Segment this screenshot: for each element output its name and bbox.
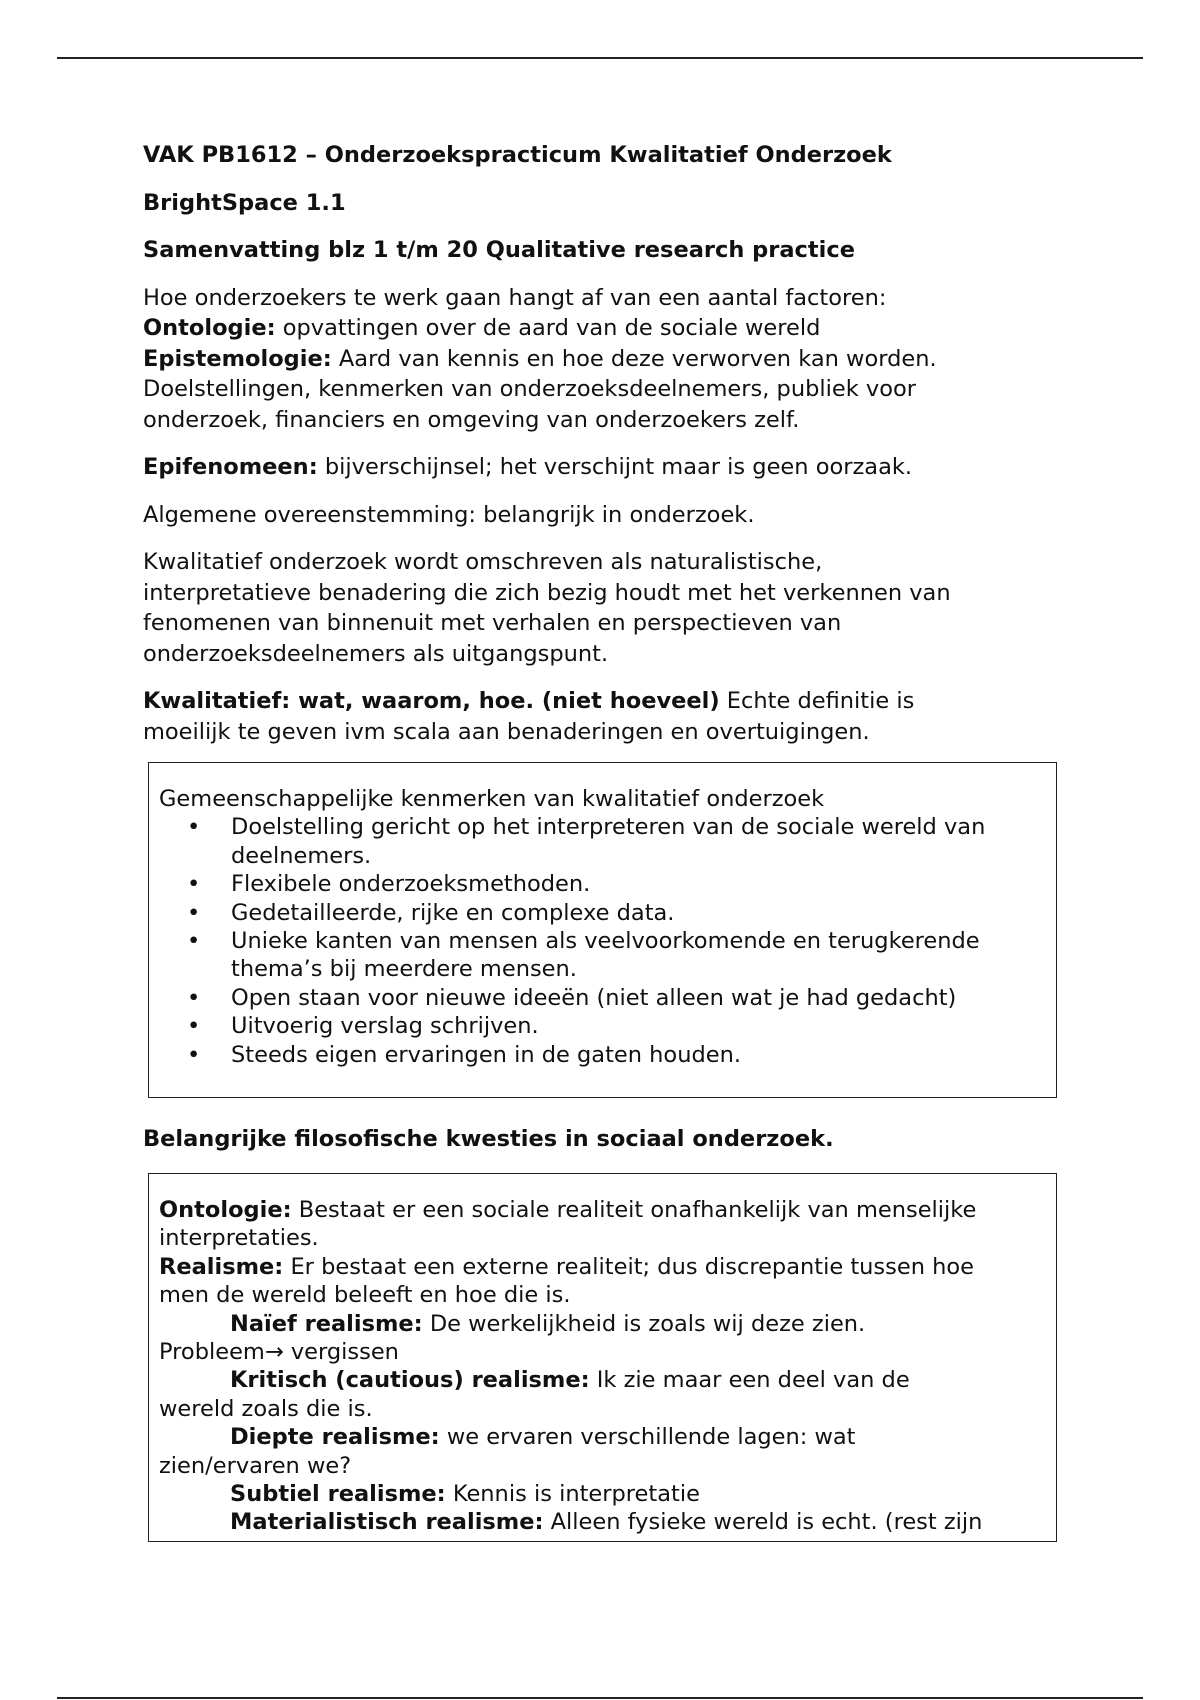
box2-realisme	[159, 1253, 1042, 1281]
box2-kritisch	[159, 1366, 1042, 1394]
kwal-def-term: Kwalitatief: wat, waarom, hoe. (niet hoeveel)	[143, 688, 720, 714]
document-body	[143, 140, 1063, 747]
box2-ontologie-cont: interpretaties.	[159, 1225, 319, 1252]
box2-material-def: Alleen fysieke wereld is echt. (rest zijn	[543, 1509, 983, 1536]
kwal-para-line-1: Kwalitatief onderzoek wordt omschreven als naturalistische,	[143, 549, 823, 575]
kwal-def-rest: Echte definitie is	[719, 688, 915, 714]
doel-line-1: Doelstellingen, kenmerken van onderzoeksdeelnemers, publiek voor	[143, 376, 916, 402]
box2-ontologie-def: Bestaat er een sociale realiteit onafhankelijk van menselijke	[291, 1197, 977, 1223]
kwal-para-line-3: fenomenen van binnenuit met verhalen en perspectieven van	[143, 610, 842, 636]
filosofie-box	[148, 1173, 1057, 1542]
box2-naief-term: Naïef realisme:	[230, 1310, 423, 1337]
box2-diepte-cont: zien/ervaren we?	[159, 1452, 352, 1479]
box2-diepte	[159, 1423, 1042, 1451]
epistemologie-def: Aard van kennis en hoe deze verworven kan worden.	[331, 345, 937, 372]
box2-diepte-def: we ervaren verschillende lagen: wat	[439, 1424, 856, 1451]
box2-material	[159, 1508, 1042, 1536]
box2-kritisch-term: Kritisch (cautious) realisme:	[230, 1367, 590, 1394]
list-item: • Gedetailleerde, rijke en complexe data.	[221, 899, 1042, 927]
box2-kritisch-def: Ik zie maar een deel van de	[589, 1367, 910, 1394]
box2-diepte-term: Diepte realisme:	[230, 1424, 440, 1451]
algemene-line: Algemene overeenstemming: belangrijk in onderzoek.	[143, 501, 755, 528]
box2-ontologie-term: Ontologie:	[159, 1197, 292, 1223]
box2-naief-cont: Probleem→ vergissen	[159, 1339, 399, 1366]
list-item: • Open staan voor nieuwe ideeën (niet alleen wat je had gedacht)	[221, 984, 1042, 1012]
epifenomeen-line	[143, 452, 1063, 483]
kwal-def-line-2: moeilijk te geven ivm scala aan benaderingen en overtuigingen.	[143, 718, 870, 745]
box2-kritisch-cont: wereld zoals die is.	[159, 1395, 373, 1422]
ontologie-term: Ontologie:	[143, 315, 276, 341]
list-item: • Doelstelling gericht op het interpreteren van de sociale wereld van deelnemers.	[221, 813, 1042, 870]
kenmerken-title: Gemeenschappelijke kenmerken van kwalitatief onderzoek	[159, 786, 825, 812]
box2-ontologie	[159, 1196, 1042, 1224]
box2-subtiel-def: Kennis is interpretatie	[445, 1481, 700, 1508]
list-item: • Steeds eigen ervaringen in de gaten houden.	[221, 1041, 1042, 1069]
epistemologie-line	[143, 344, 1063, 375]
list-item: • Flexibele onderzoeksmethoden.	[221, 870, 1042, 898]
epistemologie-term: Epistemologie:	[143, 345, 332, 372]
box2-naief	[159, 1310, 1042, 1338]
box2-subtiel	[159, 1480, 1042, 1508]
top-rule	[57, 57, 1143, 59]
kwal-para-line-2: interpretatieve benadering die zich bezig houdt met het verkennen van	[143, 579, 951, 606]
box2-naief-def: De werkelijkheid is zoals wij deze zien.	[422, 1310, 866, 1337]
kenmerken-box	[148, 762, 1057, 1098]
bottom-rule	[57, 1697, 1143, 1699]
ontologie-def: opvattingen over de aard van de sociale wereld	[275, 315, 821, 341]
kwal-para-line-4: onderzoeksdeelnemers als uitgangspunt.	[143, 640, 609, 667]
box2-subtiel-term: Subtiel realisme:	[230, 1481, 446, 1508]
ontologie-line	[143, 313, 1063, 344]
doel-line-2: onderzoek, financiers en omgeving van onderzoekers zelf.	[143, 406, 800, 433]
box2-realisme-term: Realisme:	[159, 1253, 284, 1280]
list-item: • Unieke kanten van mensen als veelvoorkomende en terugkerende thema’s bij meerdere mensen.	[221, 927, 1042, 984]
epifenomeen-term: Epifenomeen:	[143, 454, 318, 480]
kenmerken-list	[159, 813, 1042, 1069]
section2-heading: Belangrijke filosofische kwesties in sociaal onderzoek.	[143, 1126, 834, 1152]
box2-realisme-def: Er bestaat een externe realiteit; dus discrepantie tussen hoe	[283, 1253, 974, 1280]
section-title: BrightSpace 1.1	[143, 189, 346, 216]
summary-title: Samenvatting blz 1 t/m 20 Qualitative research practice	[143, 237, 855, 263]
list-item: • Uitvoerig verslag schrijven.	[221, 1012, 1042, 1040]
box2-realisme-cont: men de wereld beleeft en hoe die is.	[159, 1282, 571, 1309]
intro-line: Hoe onderzoekers te werk gaan hangt af van een aantal factoren:	[143, 284, 887, 311]
box2-material-term: Materialistisch realisme:	[230, 1509, 544, 1536]
course-title: VAK PB1612 – Onderzoekspracticum Kwalitatief Onderzoek	[143, 142, 892, 168]
epifenomeen-def: bijverschijnsel; het verschijnt maar is geen oorzaak.	[317, 454, 913, 480]
kwal-def-line-1	[143, 686, 1063, 717]
